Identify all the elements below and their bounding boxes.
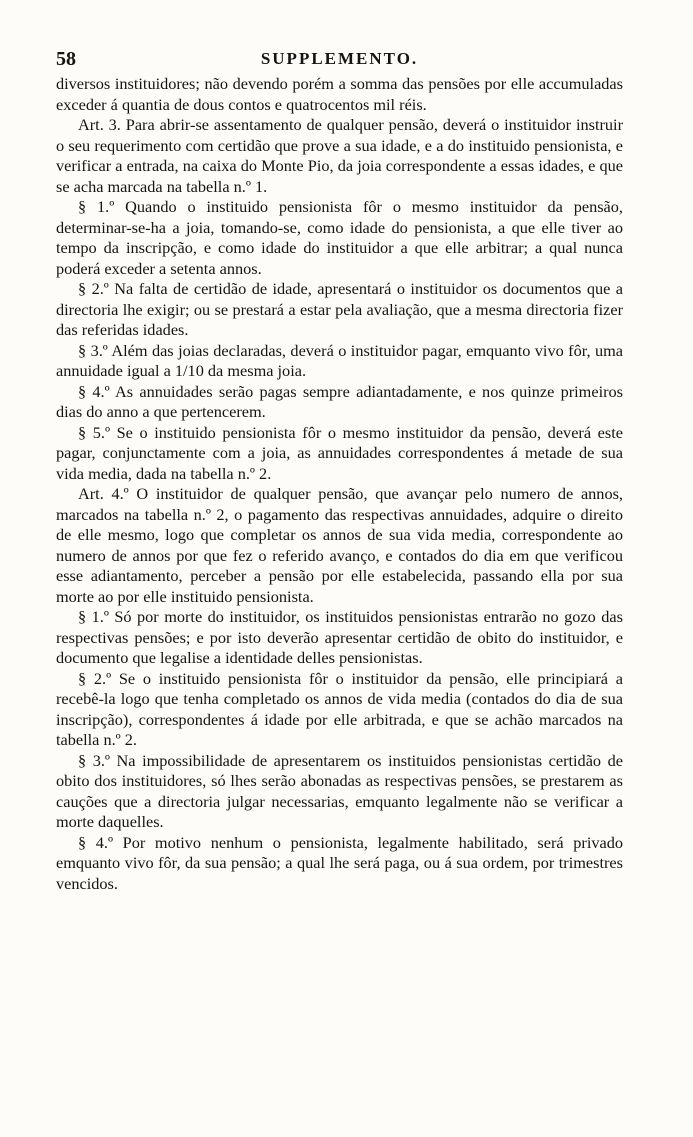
- page-number: 58: [56, 48, 76, 70]
- paragraph-continuation: diversos instituidores; não devendo porém a somma das pensões por elle accumuladas exceder á quantia de dous contos e quatrocentos mil réis.: [56, 74, 623, 114]
- page-header: [56, 46, 623, 72]
- document-body: [56, 74, 623, 894]
- paragraph-art-4-sec-1: § 1.º Só por morte do instituidor, os instituidos pensionistas entrarão no gozo das respectivas pensões; e por isto deverão apresentar certidão de obito do instituidor, e documento que legalise a identidade delles pensionistas.: [56, 607, 623, 667]
- paragraph-art-4-sec-3: § 3.º Na impossibilidade de apresentarem os instituidos pensionistas certidão de obito dos instituidores, só lhes serão abonadas as respectivas pensões, se prestarem as cauções que a directoria julgar necessarias, emquanto legalmente não se verificar a morte daquelles.: [56, 750, 623, 831]
- paragraph-art-3-sec-2: § 2.º Na falta de certidão de idade, apresentará o instituidor os documentos que a directoria lhe exigir; ou se prestará a estar pela avaliação, que a mesma directoria fizer das referidas idades.: [56, 279, 623, 339]
- paragraph-art-4-sec-2: § 2.º Se o instituido pensionista fôr o instituidor da pensão, elle principiará a recebê-la logo que tenha completado os annos de vida media (contados do dia de sua inscripção), correspondentes á idade por elle arbitrada, e que se achão marcados na tabella n.º 2.: [56, 668, 623, 749]
- running-title: SUPPLEMENTO.: [260, 49, 419, 68]
- paragraph-art-3-sec-5: § 5.º Se o instituido pensionista fôr o mesmo instituidor da pensão, deverá este pagar, conjunctamente com a joia, as annuidades correspondentes á metade de sua vida media, dada na tabella n.º 2.: [56, 422, 623, 483]
- paragraph-art-3-sec-3: § 3.º Além das joias declaradas, deverá o instituidor pagar, emquanto vivo fôr, uma annuidade igual a 1/10 da mesma joia.: [56, 340, 623, 380]
- paragraph-art-4: Art. 4.º O instituidor de qualquer pensão, que avançar pelo numero de annos, marcados na tabella n.º 2, o pagamento das respectivas annuidades, adquire o direito de elle mesmo, logo que completar os annos de sua vida media, correspondente ao numero de annos por que fez o referido avanço, e contados do dia em que verificou esse adiantamento, perceber a pensão por elle estabelecida, passando ella por sua morte ao por elle instituido pensionista.: [56, 484, 623, 606]
- paragraph-art-4-sec-4: § 4.º Por motivo nenhum o pensionista, legalmente habilitado, será privado emquanto vivo fôr, da sua pensão; a qual lhe será paga, ou á sua ordem, por trimestres vencidos.: [56, 832, 623, 893]
- paragraph-art-3-sec-4: § 4.º As annuidades serão pagas sempre adiantadamente, e nos quinze primeiros dias do anno a que pertencerem.: [56, 381, 623, 421]
- paragraph-art-3-sec-1: § 1.º Quando o instituido pensionista fôr o mesmo instituidor da pensão, determinar-se-ha a joia, tomando-se, como idade do pensionista, a que elle tiver ao tempo da inscripção, e como idade do instituidor a que elle arbitrar; a qual nunca poderá exceder a setenta annos.: [56, 197, 623, 278]
- paragraph-art-3: Art. 3. Para abrir-se assentamento de qualquer pensão, deverá o instituidor instruir o seu requerimento com certidão que prove a sua idade, e a do instituido pensionista, e verificar a entrada, na caixa do Monte Pio, da joia correspondente a essas idades, e que se acha marcada na tabella n.º 1.: [56, 115, 623, 196]
